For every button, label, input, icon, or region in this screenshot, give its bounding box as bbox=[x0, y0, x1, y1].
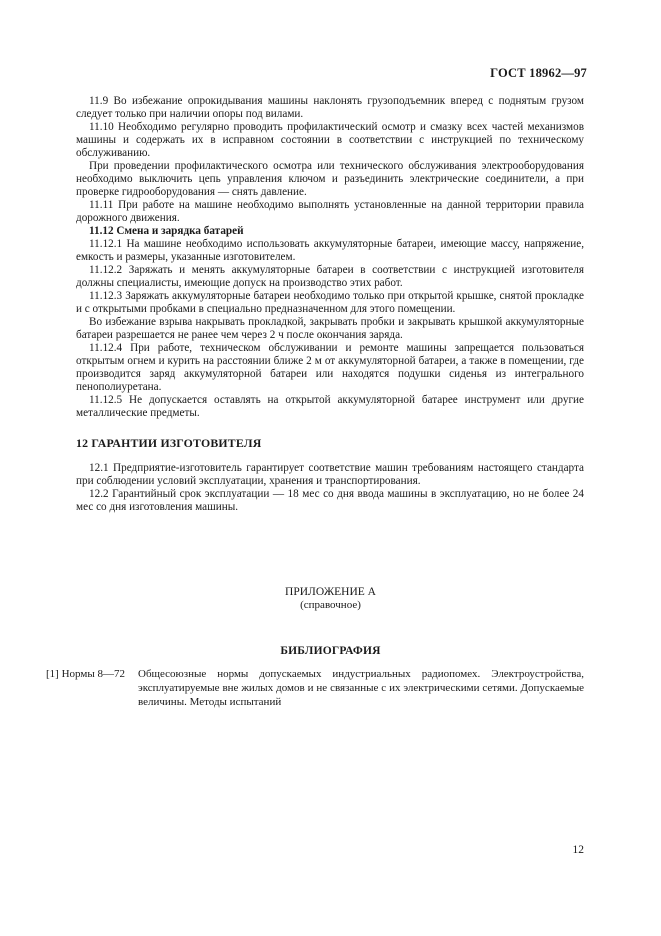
paragraph-11-10: 11.10 Необходимо регулярно проводить профилактический осмотр и смазку всех частей механизмов машины и содержать их в исправном состоянии в соответствии с инструкцией по техническому обслуживанию. bbox=[76, 121, 584, 159]
paragraph-12-2: 12.2 Гарантийный срок эксплуатации — 18 мес со дня ввода машины в эксплуатацию, но не более 24 мес со дня изготовления машины. bbox=[76, 488, 584, 513]
document-body bbox=[76, 95, 584, 514]
section-12-heading: 12 ГАРАНТИИ ИЗГОТОВИТЕЛЯ bbox=[76, 436, 262, 450]
paragraph-11-12-3: 11.12.3 Заряжать аккумуляторные батареи необходимо только при открытой крышке, снятой прокладке и с открытыми пробками в специально предназначенном для этого помещении. bbox=[76, 290, 584, 315]
paragraph-11-12-3-b: Во избежание взрыва накрывать прокладкой, закрывать пробки и закрывать крышкой аккумуляторные батареи разрешается не ранее чем через 2 ч после окончания заряда. bbox=[76, 316, 584, 341]
paragraph-12-1: 12.1 Предприятие-изготовитель гарантирует соответствие машин требованиям настоящего стандарта при соблюдении условий эксплуатации, хранения и транспортирования. bbox=[76, 462, 584, 487]
paragraph-11-12-2: 11.12.2 Заряжать и менять аккумуляторные батареи в соответствии с инструкцией изготовителя должны специалисты, имеющие допуск на производство этих работ. bbox=[76, 264, 584, 289]
page-number: 12 bbox=[572, 844, 584, 856]
paragraph-11-10-b: При проведении профилактического осмотра или технического обслуживания электрооборудования необходимо выключить цепь управления ключом и разъединить электрические соединители, а при проверке гидрооборудования — снять давление. bbox=[76, 160, 584, 198]
bibliography-text: Общесоюзные нормы допускаемых индустриальных радиопомех. Электроустройства, эксплуатируемые вне жилых домов и не связанные с их электрическими сетями. Допускаемые величины. Методы испытаний bbox=[138, 668, 584, 708]
subsection-11-12-title: 11.12 Смена и зарядка батарей bbox=[89, 225, 244, 237]
appendix-title: ПРИЛОЖЕНИЕ А bbox=[285, 586, 376, 598]
bibliography-title: БИБЛИОГРАФИЯ bbox=[280, 645, 381, 657]
paragraph-11-12-1: 11.12.1 На машине необходимо использовать аккумуляторные батареи, имеющие массу, напряжение, емкость и размеры, указанные изготовителем. bbox=[76, 238, 584, 263]
paragraph-11-12-4: 11.12.4 При работе, техническом обслуживании и ремонте машины запрещается пользоваться открытым огнем и курить на расстоянии ближе 2 м от аккумуляторной батареи, а также в помещении, где производится заряд аккумуляторной батареи или находятся подушки сиденья из интегрального пенополиуретана. bbox=[76, 342, 584, 393]
paragraph-11-11: 11.11 При работе на машине необходимо выполнять установленные на данной территории правила дорожного движения. bbox=[76, 199, 584, 224]
paragraph-11-9: 11.9 Во избежание опрокидывания машины наклонять грузоподъемник вперед с поднятым грузом следует только при наличии опоры под вилами. bbox=[76, 95, 584, 120]
paragraph-11-12-5: 11.12.5 Не допускается оставлять на открытой аккумуляторной батарее инструмент или другие металлические предметы. bbox=[76, 394, 584, 419]
bibliography-ref: [1] Нормы 8—72 bbox=[46, 668, 125, 680]
standard-header: ГОСТ 18962—97 bbox=[490, 66, 587, 80]
appendix-subtitle: (справочное) bbox=[300, 599, 361, 611]
